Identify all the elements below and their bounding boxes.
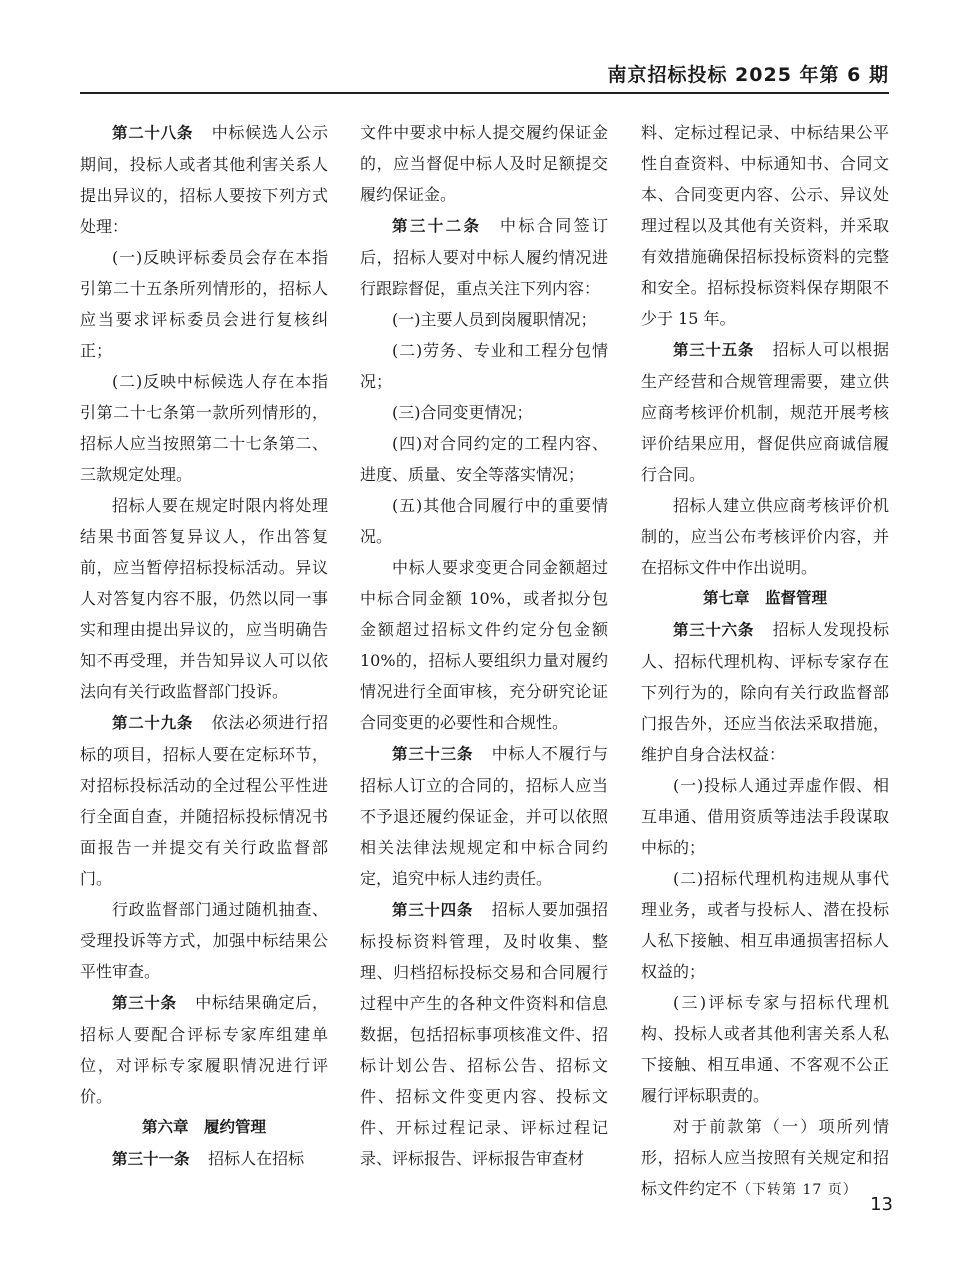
chapter-heading: 第七章 监督管理 — [702, 589, 827, 607]
article-32 — [360, 210, 608, 304]
paragraph: 文件中要求中标人提交履约保证金的，应当督促中标人及时足额提交履约保证金。 — [360, 123, 608, 204]
article-heading: 第三十二条 — [392, 217, 482, 235]
article-text: 中标结果确定后，招标人要配合评标专家库组建单位，对评标专家履职情况进行评价。 — [80, 993, 328, 1106]
paragraph: (三)合同变更情况； — [392, 403, 533, 422]
text-column-3 — [641, 117, 889, 1206]
article-31 — [80, 1143, 328, 1175]
article-text: 招标人发现投标人、招标代理机构、评标专家存在下列行为的，除向有关行政监督部门报告外，还应当依法采取措施，维护自身合法权益： — [641, 620, 889, 764]
article-text: 中标合同签订后，招标人要对中标人履约情况进行跟踪督促，重点关注下列内容： — [360, 216, 608, 298]
article-text: 招标人可以根据生产经营和合规管理需要，建立供应商考核评价机制，规范开展考核评价结果应用，督促供应商诚信履行合同。 — [641, 340, 889, 484]
article-heading: 第三十三条 — [392, 745, 474, 763]
article-30 — [80, 987, 328, 1112]
paragraph-text: 对于前款第（一）项所列情形，招标人应当按照有关规定和招标文件约定不 — [641, 1117, 889, 1198]
text-column-2 — [360, 117, 608, 1174]
chapter-heading: 第六章 履约管理 — [141, 1118, 266, 1136]
article-36 — [641, 614, 889, 770]
article-heading: 第二十八条 — [112, 124, 194, 142]
article-text: 中标人不履行与招标人订立的合同的，招标人应当不予退还履约保证金，并可以依照相关法律法规规定和中标合同约定，追究中标人违约责任。 — [360, 744, 608, 888]
continuation-note: （下转第 17 页） — [737, 1182, 858, 1198]
paragraph: 招标人建立供应商考核评价机制的，应当公布考核评价内容，并在招标文件中作出说明。 — [641, 496, 889, 577]
paragraph: (五)其他合同履行中的重要情况。 — [360, 496, 608, 546]
paragraph: 中标人要求变更合同金额超过中标合同金额 10%，或者拟分包金额超过招标文件约定分包金额 10%的，招标人要组织力量对履约情况进行全面审核，充分研究论证合同变更的必要性和合规性。 — [360, 558, 608, 732]
article-33 — [360, 738, 608, 894]
paragraph: 招标人要在规定时限内将处理结果书面答复异议人，作出答复前，应当暂停招标投标活动。异议人对答复内容不服，仍然以同一事实和理由提出异议的，应当明确告知不再受理，并告知异议人可以依法向有关行政监督部门投诉。 — [80, 496, 328, 701]
paragraph: 行政监督部门通过随机抽查、受理投诉等方式，加强中标结果公平性审查。 — [80, 900, 328, 981]
article-34 — [360, 894, 608, 1174]
article-heading: 第二十九条 — [112, 714, 194, 732]
paragraph: 料、定标过程记录、中标结果公平性自查资料、中标通知书、合同文本、合同变更内容、公示、异议处理过程以及其他有关资料，并采取有效措施确保招标投标资料的完整和安全。招标投标资料保存期限不少于 15 年。 — [641, 123, 889, 328]
article-35 — [641, 334, 889, 490]
paragraph — [641, 1111, 889, 1206]
paragraph: (二)招标代理机构违规从事代理业务，或者与投标人、潜在投标人私下接触、相互串通损害招标人权益的； — [641, 869, 889, 981]
article-heading: 第三十条 — [112, 994, 177, 1012]
article-heading: 第三十五条 — [673, 341, 755, 359]
paragraph: (一)投标人通过弄虚作假、相互串通、借用资质等违法手段谋取中标的； — [641, 776, 889, 857]
page-number: 13 — [870, 1194, 893, 1215]
article-28 — [80, 117, 328, 242]
article-29 — [80, 707, 328, 894]
paragraph: (一)主要人员到岗履职情况； — [392, 310, 597, 329]
text-column-1 — [80, 117, 328, 1175]
page-header — [80, 56, 889, 94]
article-text: 招标人在招标 — [208, 1149, 305, 1168]
paragraph: (四)对合同约定的工程内容、进度、质量、安全等落实情况； — [360, 434, 608, 484]
article-text: 招标人要加强招标投标资料管理，及时收集、整理、归档招标投标交易和合同履行过程中产生的各种文件资料和信息数据，包括招标事项核准文件、招标计划公告、招标公告、招标文件、招标文件变更内容、投标文件、开标过程记录、评标过程记录、评标报告、评标报告审查材 — [360, 900, 608, 1168]
article-text: 依法必须进行招标的项目，招标人要在定标环节，对招标投标活动的全过程公平性进行全面自查，并随招标投标情况书面报告一并提交有关行政监督部门。 — [80, 713, 328, 888]
paragraph: (二)反映中标候选人存在本指引第二十七条第一款所列情形的，招标人应当按照第二十七条第二、三款规定处理。 — [80, 372, 328, 484]
paragraph: (三)评标专家与招标代理机构、投标人或者其他利害关系人私下接触、相互串通、不客观不公正履行评标职责的。 — [641, 993, 889, 1105]
article-heading: 第三十四条 — [392, 901, 474, 919]
article-heading: 第三十六条 — [673, 621, 755, 639]
article-text: 中标候选人公示期间，投标人或者其他利害关系人提出异议的，招标人要按下列方式处理： — [80, 123, 328, 236]
article-heading: 第三十一条 — [112, 1150, 190, 1168]
paragraph: (一)反映评标委员会存在本指引第二十五条所列情形的，招标人应当要求评标委员会进行复核纠正； — [80, 248, 328, 360]
journal-title: 南京招标投标 2025 年第 6 期 — [607, 64, 889, 86]
paragraph: (二)劳务、专业和工程分包情况； — [360, 341, 608, 391]
